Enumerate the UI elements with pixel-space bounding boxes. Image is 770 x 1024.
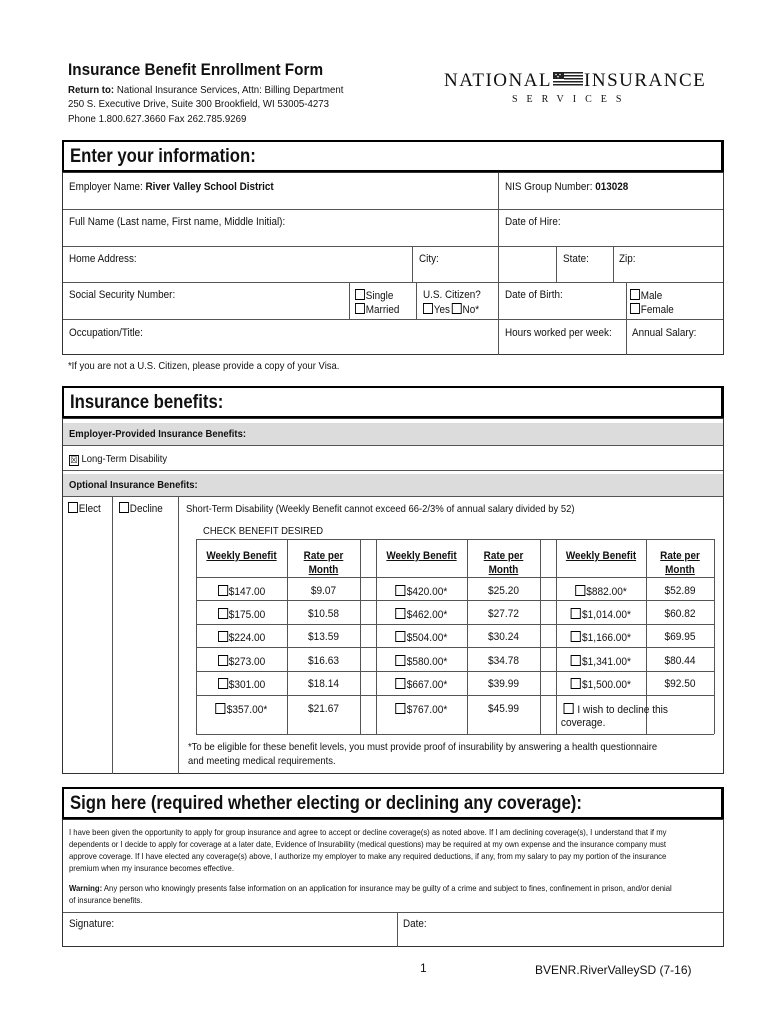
- rate-value: $34.78: [488, 655, 519, 667]
- benefit-option[interactable]: $175.00: [200, 608, 284, 621]
- rate-value: $52.89: [664, 585, 696, 597]
- benefit-checkbox[interactable]: [396, 585, 406, 596]
- consent-line3: approve coverage. If I have elected any coverage(s) above, I authorize my employer to make any required deductions, if any, from my salary to pay my portion of the insurance: [69, 851, 667, 861]
- date-of-hire-field[interactable]: Date of Hire:: [505, 216, 561, 228]
- decline-option[interactable]: Decline: [119, 502, 163, 515]
- employer-provided-heading: Employer-Provided Insurance Benefits:: [69, 428, 246, 440]
- group-number-field[interactable]: NIS Group Number: 013028: [505, 181, 629, 193]
- citizen-no-label: No*: [462, 304, 480, 316]
- female-option[interactable]: Female: [630, 303, 674, 316]
- logo-subtitle: SERVICES: [512, 94, 631, 105]
- optional-benefits-heading: Optional Insurance Benefits:: [69, 479, 198, 491]
- benefit-checkbox[interactable]: [218, 585, 228, 596]
- benefit-option[interactable]: $147.00: [200, 585, 284, 598]
- eligibility-note-line2: and meeting medical requirements.: [188, 755, 336, 767]
- section-heading-information: Enter your information:: [62, 140, 724, 173]
- rate-value: $16.63: [308, 655, 339, 667]
- logo-wordmark: NATIONAL INSURANCE: [444, 70, 707, 91]
- visa-note: *If you are not a U.S. Citizen, please provide a copy of your Visa.: [68, 360, 340, 372]
- benefit-checkbox[interactable]: [218, 678, 228, 689]
- rate-value: $18.14: [308, 678, 339, 690]
- benefit-option[interactable]: $1,166.00*: [560, 631, 643, 644]
- col3-weekly-head: Weekly Benefit: [565, 550, 637, 562]
- benefit-option[interactable]: $667.00*: [380, 678, 464, 691]
- single-option[interactable]: Single: [355, 289, 393, 302]
- col2-weekly-head: Weekly Benefit: [386, 550, 457, 562]
- male-checkbox[interactable]: [630, 289, 640, 300]
- decline-coverage-checkbox[interactable]: [564, 703, 574, 714]
- benefit-checkbox[interactable]: [218, 655, 228, 666]
- benefit-option[interactable]: $357.00*: [200, 703, 284, 716]
- benefit-option[interactable]: $767.00*: [380, 703, 464, 716]
- married-option[interactable]: Married: [355, 303, 399, 316]
- section-heading-sign: Sign here (required whether electing or declining any coverage):: [62, 787, 724, 820]
- benefit-option[interactable]: $882.00*: [560, 585, 643, 598]
- male-option[interactable]: Male: [630, 289, 662, 302]
- rate-value: $10.58: [308, 608, 339, 620]
- rate-value: $45.99: [488, 703, 519, 715]
- date-field[interactable]: Date:: [403, 918, 427, 930]
- salary-field[interactable]: Annual Salary:: [632, 327, 697, 339]
- benefit-checkbox[interactable]: [396, 703, 406, 714]
- signature-table: [62, 819, 724, 947]
- decline-coverage-option[interactable]: I wish to decline this: [564, 703, 668, 716]
- benefit-option[interactable]: $504.00*: [380, 631, 464, 644]
- ssn-field[interactable]: Social Security Number:: [69, 289, 176, 301]
- check-benefit-desired: CHECK BENEFIT DESIRED: [203, 525, 324, 537]
- section-heading-benefits: Insurance benefits:: [62, 386, 724, 419]
- hours-field[interactable]: Hours worked per week:: [505, 327, 612, 339]
- zip-field[interactable]: Zip:: [619, 253, 636, 265]
- elect-option[interactable]: Elect: [68, 502, 101, 515]
- return-to-line: [68, 84, 343, 96]
- col1-weekly-head: Weekly Benefit: [206, 550, 277, 562]
- benefit-checkbox[interactable]: [396, 655, 406, 666]
- group-number-value: 013028: [595, 181, 629, 193]
- benefit-option[interactable]: $420.00*: [380, 585, 464, 598]
- citizen-no-checkbox[interactable]: [452, 303, 462, 314]
- benefit-checkbox[interactable]: [571, 678, 581, 689]
- col2-rate-head: Rate per Month: [483, 550, 524, 576]
- company-logo: [444, 70, 707, 110]
- single-checkbox[interactable]: [355, 289, 365, 300]
- occupation-field[interactable]: Occupation/Title:: [69, 327, 143, 339]
- married-checkbox[interactable]: [355, 303, 365, 314]
- rate-value: $30.24: [488, 631, 519, 643]
- form-title: Insurance Benefit Enrollment Form: [68, 60, 324, 79]
- benefit-checkbox[interactable]: [571, 608, 581, 619]
- phone-fax: Phone 1.800.627.3660 Fax 262.785.9269: [68, 113, 247, 125]
- citizen-question: U.S. Citizen?: [423, 289, 481, 301]
- rate-value: $27.72: [488, 608, 519, 620]
- eligibility-note-line1: *To be eligible for these benefit levels, you must provide proof of insurability by answering a health questionnaire: [188, 741, 658, 753]
- full-name-field[interactable]: Full Name (Last name, First name, Middle Initial):: [69, 216, 286, 228]
- rate-value: $92.50: [664, 678, 696, 690]
- page-number: 1: [420, 961, 427, 975]
- consent-line2: dependents or I decide to apply for coverage at a later date, Evidence of Insurability (medical questions) may be required at my own expense and the insurance company must: [69, 839, 667, 849]
- rate-value: $21.67: [308, 703, 339, 715]
- benefit-checkbox[interactable]: [396, 678, 406, 689]
- citizen-yes-checkbox[interactable]: [423, 303, 433, 314]
- benefit-checkbox[interactable]: [216, 703, 226, 714]
- col1-rate-head: Rate per Month: [303, 550, 344, 576]
- benefit-option[interactable]: $224.00: [200, 631, 284, 644]
- benefit-checkbox[interactable]: [218, 631, 228, 642]
- benefit-checkbox[interactable]: [571, 655, 581, 666]
- return-address: 250 S. Executive Drive, Suite 300 Brookfield, WI 53005-4273: [68, 98, 329, 110]
- decline-checkbox[interactable]: [119, 502, 129, 513]
- elect-checkbox[interactable]: [68, 502, 78, 513]
- benefit-checkbox[interactable]: [571, 631, 581, 642]
- std-description: Short-Term Disability (Weekly Benefit cannot exceed 66-2/3% of annual salary divided by 52): [186, 503, 575, 515]
- consent-line1: I have been given the opportunity to apply for group insurance and agree to accept or decline coverage(s) as noted above. If I am declining coverage(s), I understand that if my: [69, 827, 667, 837]
- state-field[interactable]: State:: [563, 253, 589, 265]
- citizen-options: [423, 303, 479, 316]
- return-to-text: National Insurance Services, Attn: Billing Department: [116, 84, 344, 96]
- benefit-checkbox[interactable]: [218, 608, 228, 619]
- rate-value: $13.59: [308, 631, 339, 643]
- flag-icon: [553, 70, 583, 84]
- female-checkbox[interactable]: [630, 303, 640, 314]
- rate-value: $80.44: [664, 655, 696, 667]
- warning-line2: of insurance benefits.: [69, 895, 143, 905]
- return-to-label: Return to:: [68, 84, 115, 96]
- benefit-option[interactable]: $1,500.00*: [560, 678, 643, 691]
- benefit-option[interactable]: $580.00*: [380, 655, 464, 668]
- benefit-option[interactable]: $273.00: [200, 655, 284, 668]
- rate-value: $25.20: [488, 585, 519, 597]
- dob-field[interactable]: Date of Birth:: [505, 289, 563, 301]
- form-code: BVENR.RiverValleySD (7-16): [535, 963, 692, 977]
- ltd-line: ☒ Long-Term Disability: [70, 453, 168, 465]
- benefit-checkbox[interactable]: [575, 585, 585, 596]
- benefit-checkbox[interactable]: [396, 608, 406, 619]
- consent-line4: premium when my insurance becomes effective.: [69, 863, 234, 873]
- benefit-option[interactable]: $301.00: [200, 678, 284, 691]
- benefit-option[interactable]: $1,014.00*: [560, 608, 643, 621]
- home-address-field[interactable]: Home Address:: [69, 253, 137, 265]
- city-field[interactable]: City:: [419, 253, 439, 265]
- citizen-yes-label: Yes: [433, 304, 450, 316]
- warning-label: Warning:: [69, 883, 103, 893]
- benefits-table: [62, 418, 724, 774]
- employer-name-field[interactable]: Employer Name: River Valley School District: [69, 181, 274, 193]
- decline-coverage-label-2: coverage.: [560, 717, 606, 729]
- warning-line1: Warning: Any person who knowingly presents false information on an application for insurance may be guilty of a crime and subject to fines, confinement in prison, and/or denial: [69, 883, 672, 893]
- employer-name-value: River Valley School District: [145, 181, 274, 193]
- information-table: [62, 172, 724, 355]
- rate-value: $39.99: [488, 678, 519, 690]
- ltd-checkbox-checked[interactable]: ☒: [70, 455, 78, 465]
- benefit-checkbox[interactable]: [396, 631, 406, 642]
- col3-rate-head: Rate per Month: [660, 550, 700, 576]
- rate-value: $69.95: [664, 631, 696, 643]
- rate-value: $9.07: [310, 585, 337, 597]
- signature-field[interactable]: Signature:: [69, 918, 115, 930]
- benefit-option[interactable]: $1,341.00*: [560, 655, 643, 668]
- benefit-option[interactable]: $462.00*: [380, 608, 464, 621]
- rate-value: $60.82: [664, 608, 696, 620]
